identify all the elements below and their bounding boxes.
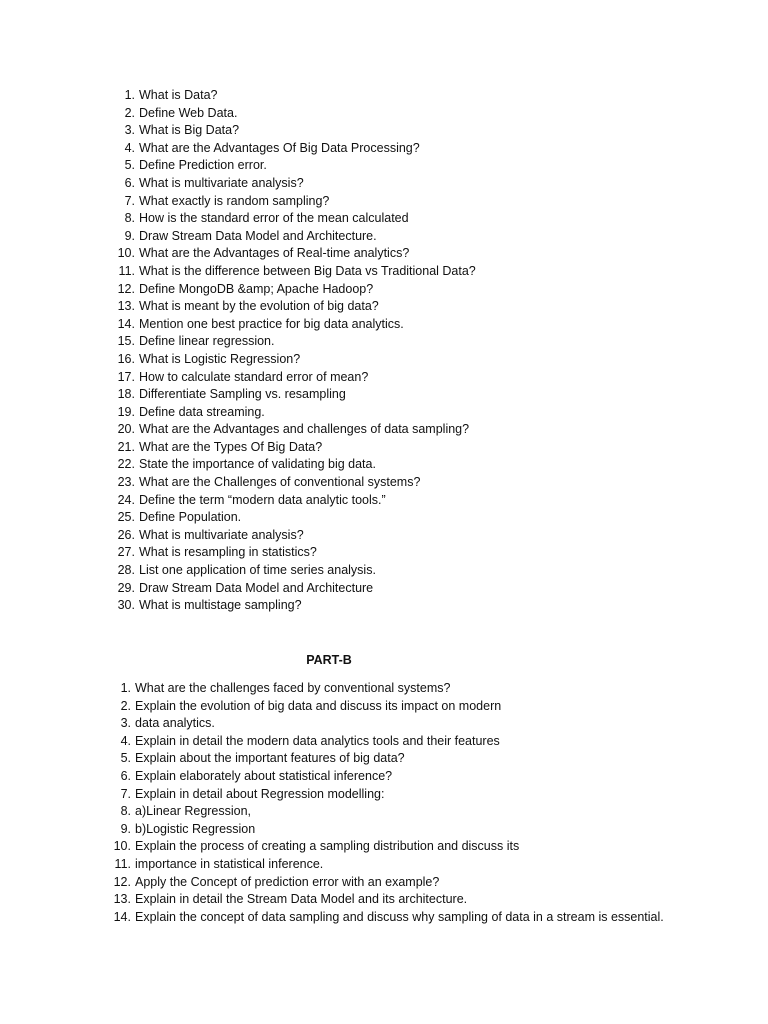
question-text: How is the standard error of the mean calculated (139, 211, 409, 226)
question-text: importance in statistical inference. (135, 856, 324, 871)
question-text: Explain in detail the modern data analytics tools and their features (135, 733, 500, 748)
question-number: 2. (120, 698, 131, 713)
question-item (104, 750, 664, 768)
question-item (108, 597, 476, 615)
question-text: Explain the concept of data sampling and discuss why sampling of data in a stream is essential. (135, 909, 664, 924)
question-number: 19. (117, 404, 135, 419)
question-item (108, 333, 476, 351)
question-item (108, 281, 476, 299)
question-item (108, 298, 476, 316)
question-text: Explain in detail about Regression modelling: (135, 786, 385, 801)
question-item (108, 122, 476, 140)
part-b-heading: PART-B (306, 653, 352, 667)
question-text: Explain in detail the Stream Data Model and its architecture. (135, 892, 468, 907)
question-item (108, 404, 476, 422)
question-item (108, 140, 476, 158)
question-text: What is meant by the evolution of big data? (139, 299, 379, 314)
question-number: 7. (124, 193, 135, 208)
question-item (108, 369, 476, 387)
question-item (108, 439, 476, 457)
question-item (108, 105, 476, 123)
question-number: 10. (117, 246, 135, 261)
question-text: Define the term “modern data analytic tools.” (139, 492, 386, 507)
question-item (108, 245, 476, 263)
question-text: Define Population. (139, 510, 242, 525)
question-item (108, 351, 476, 369)
question-number: 7. (120, 786, 131, 801)
question-number: 20. (117, 422, 135, 437)
part-a-question-list (108, 87, 476, 615)
question-item (108, 157, 476, 175)
question-text: Apply the Concept of prediction error with an example? (135, 874, 440, 889)
question-number: 2. (124, 105, 135, 120)
question-number: 26. (117, 527, 135, 542)
question-number: 5. (120, 751, 131, 766)
question-number: 3. (124, 123, 135, 138)
question-item (104, 786, 664, 804)
question-number: 15. (117, 334, 135, 349)
question-number: 6. (124, 175, 135, 190)
question-text: What is resampling in statistics? (139, 545, 317, 560)
question-item (108, 527, 476, 545)
question-number: 17. (117, 369, 135, 384)
question-number: 13. (113, 892, 131, 907)
question-text: Define Prediction error. (139, 158, 267, 173)
question-number: 11. (114, 856, 131, 871)
question-number: 12. (117, 281, 135, 296)
question-number: 29. (117, 580, 135, 595)
question-number: 12. (113, 874, 131, 889)
question-number: 21. (117, 439, 135, 454)
question-text: What are the Challenges of conventional systems? (139, 475, 421, 490)
question-number: 23. (117, 475, 135, 490)
question-item (108, 562, 476, 580)
question-item (104, 698, 664, 716)
question-text: What are the Advantages Of Big Data Processing? (139, 140, 420, 155)
question-number: 14. (117, 316, 135, 331)
question-number: 25. (117, 510, 135, 525)
question-item (104, 768, 664, 786)
question-text: What is Logistic Regression? (139, 351, 301, 366)
question-item (108, 544, 476, 562)
question-text: What is the difference between Big Data vs Traditional Data? (139, 263, 476, 278)
question-number: 13. (117, 299, 135, 314)
question-number: 4. (120, 733, 131, 748)
part-b-question-list (104, 680, 664, 926)
question-text: What are the Advantages and challenges of data sampling? (139, 422, 470, 437)
question-item (108, 474, 476, 492)
question-item (108, 263, 476, 281)
question-text: Differentiate Sampling vs. resampling (139, 387, 346, 402)
question-item (108, 509, 476, 527)
question-item (104, 838, 664, 856)
question-number: 27. (117, 545, 135, 560)
question-number: 5. (124, 158, 135, 173)
question-text: Explain the evolution of big data and discuss its impact on modern (135, 698, 502, 713)
question-text: Explain about the important features of big data? (135, 751, 405, 766)
question-number: 9. (124, 228, 135, 243)
question-text: b)Logistic Regression (135, 821, 256, 836)
question-text: What are the Advantages of Real-time analytics? (139, 246, 410, 261)
question-item (104, 909, 664, 927)
question-item (104, 821, 664, 839)
question-text: What is multistage sampling? (139, 598, 302, 613)
question-item (104, 715, 664, 733)
question-text: What is Data? (139, 88, 218, 102)
question-number: 9. (120, 821, 131, 836)
question-number: 3. (120, 716, 131, 731)
question-text: data analytics. (135, 716, 215, 731)
question-text: What exactly is random sampling? (139, 193, 330, 208)
question-text: List one application of time series analysis. (139, 563, 376, 578)
question-item (108, 175, 476, 193)
question-item (108, 456, 476, 474)
question-item (104, 856, 664, 874)
question-text: What are the challenges faced by conventional systems? (135, 681, 451, 695)
question-item (104, 680, 664, 698)
question-number: 1. (120, 681, 131, 695)
question-item (108, 492, 476, 510)
question-text: What is multivariate analysis? (139, 175, 304, 190)
question-number: 1. (124, 88, 135, 102)
question-number: 16. (117, 351, 135, 366)
question-item (104, 874, 664, 892)
question-text: Mention one best practice for big data analytics. (139, 316, 404, 331)
question-number: 30. (117, 598, 135, 613)
question-text: What is multivariate analysis? (139, 527, 304, 542)
question-number: 22. (117, 457, 135, 472)
question-number: 10. (113, 839, 131, 854)
question-item (104, 891, 664, 909)
question-item (108, 580, 476, 598)
question-number: 8. (120, 804, 131, 819)
question-item (108, 386, 476, 404)
question-number: 4. (124, 140, 135, 155)
question-number: 18. (117, 387, 135, 402)
question-text: Draw Stream Data Model and Architecture. (139, 228, 377, 243)
question-item (108, 193, 476, 211)
question-text: State the importance of validating big data. (139, 457, 376, 472)
question-number: 24. (117, 492, 135, 507)
question-text: Define MongoDB &amp; Apache Hadoop? (139, 281, 374, 296)
question-number: 8. (124, 211, 135, 226)
question-number: 14. (113, 909, 131, 924)
question-number: 6. (120, 768, 131, 783)
question-item (104, 733, 664, 751)
question-number: 11. (118, 263, 135, 278)
question-item (108, 421, 476, 439)
question-item (108, 87, 476, 105)
question-item (108, 210, 476, 228)
question-text: What is Big Data? (139, 123, 240, 138)
question-text: Explain elaborately about statistical inference? (135, 768, 393, 783)
question-text: Define data streaming. (139, 404, 265, 419)
question-item (108, 316, 476, 334)
question-text: Define Web Data. (139, 105, 238, 120)
question-text: How to calculate standard error of mean? (139, 369, 369, 384)
question-text: What are the Types Of Big Data? (139, 439, 323, 454)
question-text: Explain the process of creating a sampling distribution and discuss its (135, 839, 520, 854)
question-number: 28. (117, 563, 135, 578)
question-text: Draw Stream Data Model and Architecture (139, 580, 374, 595)
question-text: a)Linear Regression, (135, 804, 252, 819)
question-item (104, 803, 664, 821)
question-item (108, 228, 476, 246)
question-text: Define linear regression. (139, 334, 275, 349)
